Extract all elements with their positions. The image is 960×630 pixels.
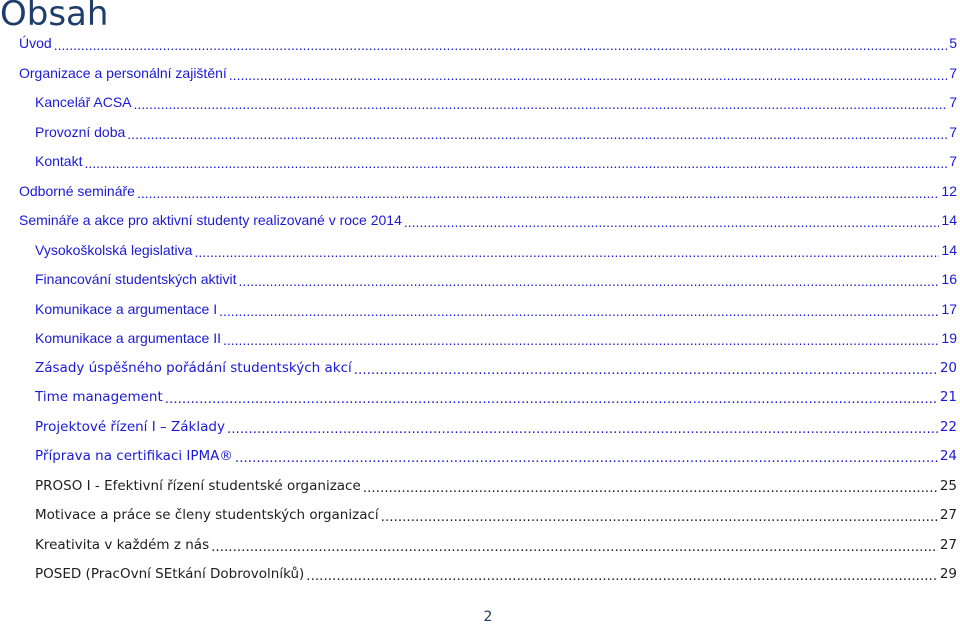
toc-dot-leader: [165, 391, 938, 405]
toc-dot-leader: [211, 539, 938, 553]
toc-entry[interactable]: [35, 237, 957, 263]
toc-entry[interactable]: [35, 119, 957, 145]
toc-entry-page: 27: [939, 507, 957, 523]
toc-entry[interactable]: [35, 148, 957, 174]
toc-entry[interactable]: [35, 355, 957, 381]
toc-entry-label: Time management: [35, 389, 163, 405]
toc-entry-label: PROSO I - Efektivní řízení studentské organizace: [35, 477, 361, 494]
toc-dot-leader: [239, 273, 940, 287]
toc-entry-page: 21: [939, 389, 957, 405]
toc-entry-page: 20: [939, 359, 957, 376]
toc-entry-label: Příprava na certifikaci IPMA®: [35, 448, 233, 464]
toc-entry-page: 22: [939, 418, 957, 435]
page-title: Obsah: [0, 0, 109, 34]
toc-entry[interactable]: [19, 30, 957, 56]
toc-dot-leader: [363, 480, 938, 494]
toc-dot-leader: [227, 421, 938, 435]
toc-dot-leader: [127, 126, 947, 140]
toc-entry[interactable]: [35, 414, 957, 440]
toc-entry-page: 27: [939, 536, 957, 553]
toc-dot-leader: [223, 332, 939, 346]
toc-dot-leader: [404, 214, 940, 228]
toc-entry-page: 17: [941, 300, 957, 317]
toc-entry-label: Motivace a práce se členy studentských organizací: [35, 507, 379, 523]
toc-entry-label: Kancelář ACSA: [35, 94, 132, 110]
toc-entry-page: 12: [941, 182, 957, 199]
toc-entry-page: 14: [941, 212, 957, 228]
toc-entry-label: Komunikace a argumentace II: [35, 330, 221, 346]
toc-entry-page: 7: [949, 123, 957, 140]
toc-entry[interactable]: [35, 443, 957, 469]
toc-entry[interactable]: [35, 384, 957, 410]
toc-entry-label: POSED (PracOvní SEtkání Dobrovolníků): [35, 566, 305, 582]
page-number: 2: [483, 609, 493, 625]
toc-entry[interactable]: [35, 266, 957, 292]
toc-dot-leader: [134, 96, 948, 110]
toc-dot-leader: [54, 37, 948, 51]
toc-entry-label: Zásady úspěšného pořádání studentských akcí: [35, 359, 352, 376]
toc-entry[interactable]: [35, 296, 957, 322]
toc-entry-page: 7: [949, 64, 957, 81]
toc-dot-leader: [235, 450, 938, 464]
toc-entry-page: 7: [949, 94, 957, 110]
toc-entry-label: Projektové řízení I – Základy: [35, 418, 225, 435]
toc-entry[interactable]: [35, 502, 957, 528]
toc-entry[interactable]: [19, 60, 957, 86]
toc-entry[interactable]: [35, 532, 957, 558]
toc-entry-label: Provozní doba: [35, 123, 126, 140]
toc-dot-leader: [306, 568, 938, 582]
toc-entry-label: Kreativita v každém z nás: [35, 536, 210, 553]
toc-entry-label: Semináře a akce pro aktivní studenty realizované v roce 2014: [19, 212, 402, 228]
toc-dot-leader: [354, 362, 938, 376]
toc-entry-label: Financování studentských aktivit: [35, 271, 237, 287]
toc-entry-page: 29: [939, 566, 957, 582]
toc-entry-label: Vysokoškolská legislativa: [35, 241, 193, 258]
toc-dot-leader: [219, 303, 939, 317]
toc-entry[interactable]: [35, 561, 957, 587]
toc-entry-page: 24: [939, 448, 957, 464]
toc-entry-page: 16: [941, 271, 957, 287]
toc-entry-page: 7: [949, 153, 957, 169]
toc-entry[interactable]: [19, 207, 957, 233]
toc-entry-label: Úvod: [19, 35, 52, 51]
toc-entry-label: Organizace a personální zajištění: [19, 64, 227, 81]
toc-entry-page: 5: [949, 35, 957, 51]
toc-entry[interactable]: [35, 89, 957, 115]
toc-entry-page: 19: [941, 330, 957, 346]
toc-dot-leader: [381, 509, 938, 523]
toc-entry-label: Komunikace a argumentace I: [35, 300, 218, 317]
toc-entry-page: 14: [941, 241, 957, 258]
toc-dot-leader: [229, 67, 947, 81]
toc-dot-leader: [194, 244, 939, 258]
toc-entry[interactable]: [19, 178, 957, 204]
toc-entry[interactable]: [35, 325, 957, 351]
toc-dot-leader: [137, 185, 939, 199]
toc-entry-page: 25: [939, 477, 957, 494]
toc-dot-leader: [84, 155, 947, 169]
toc-entry-label: Kontakt: [35, 153, 83, 169]
toc-entry[interactable]: [35, 473, 957, 499]
toc-entry-label: Odborné semináře: [19, 182, 135, 199]
